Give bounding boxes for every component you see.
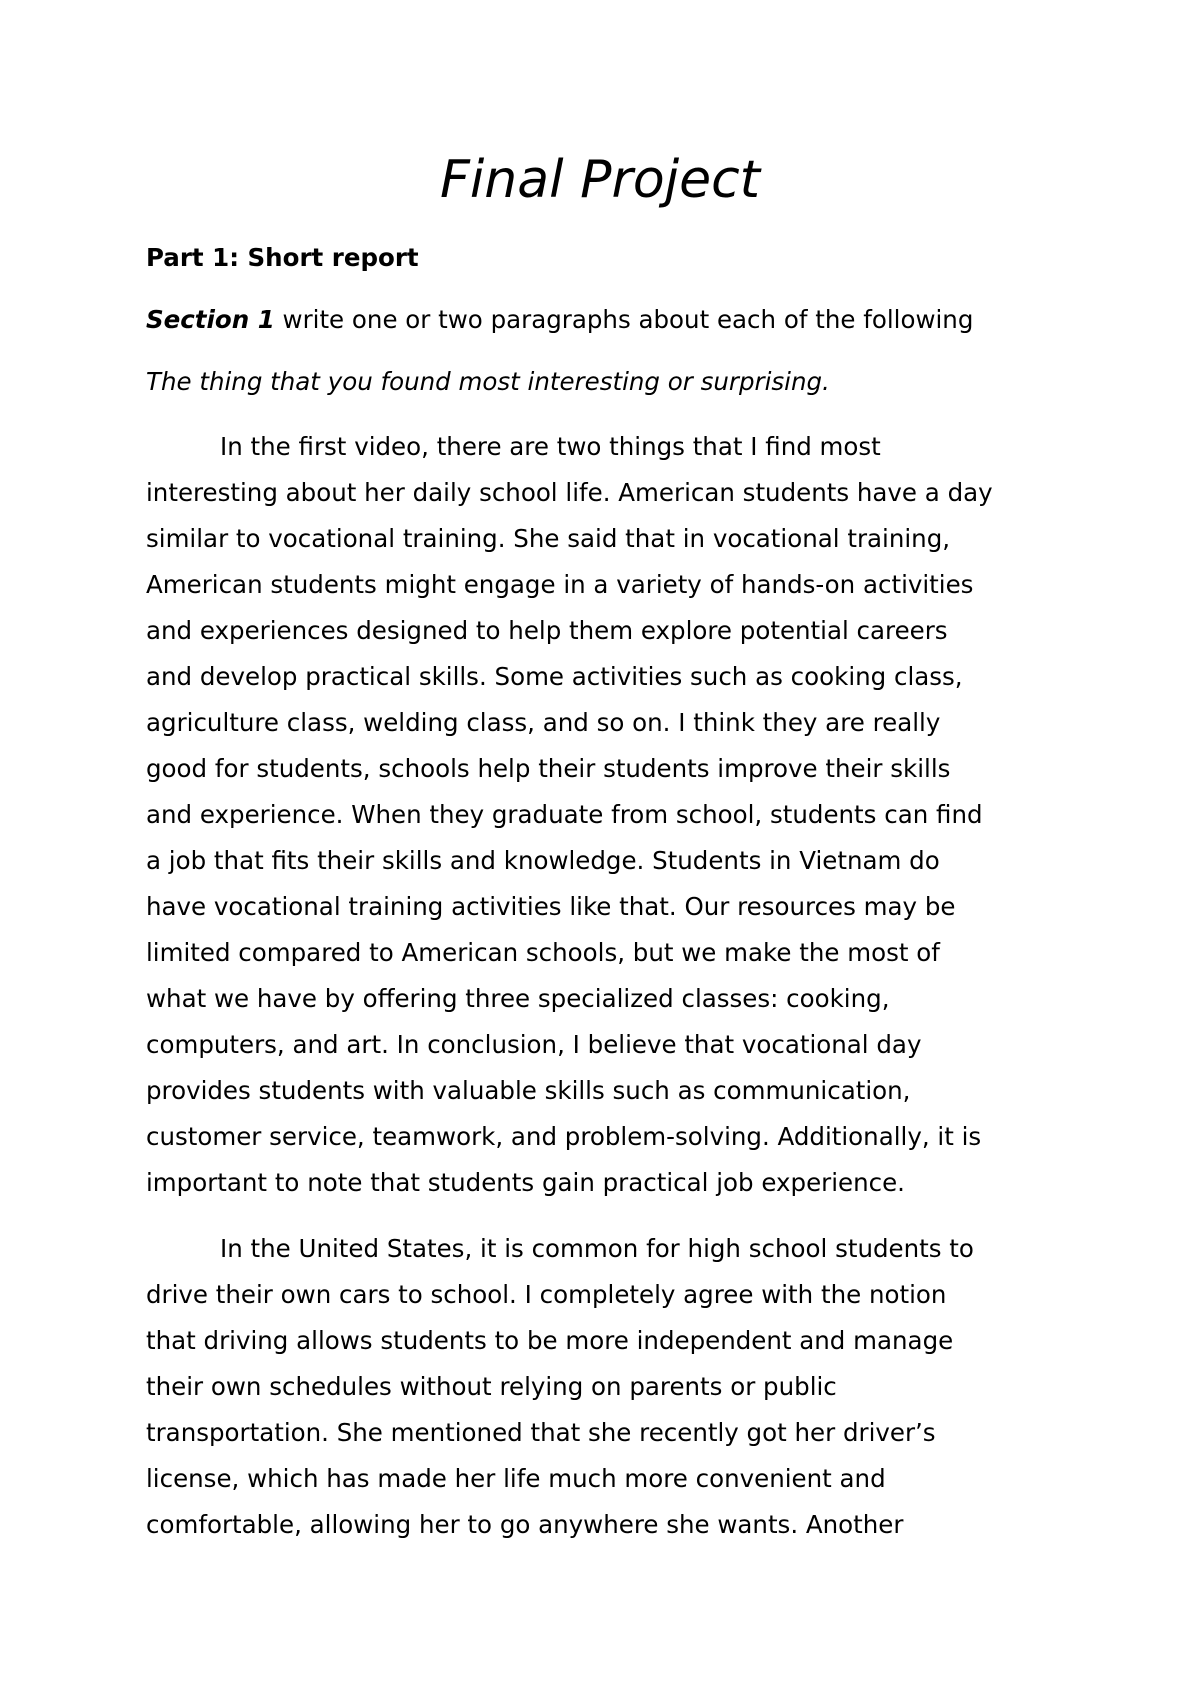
paragraph-1: [146, 424, 1086, 1206]
paragraph-2: [146, 1226, 1086, 1548]
paragraph-line: limited compared to American schools, but we make the most of: [146, 938, 940, 967]
paragraph-line: what we have by offering three specialized classes: cooking,: [146, 984, 890, 1013]
section-label: Section 1: [146, 305, 275, 334]
paragraph-line: and experience. When they graduate from school, students can find: [146, 800, 983, 829]
paragraph-line: transportation. She mentioned that she recently got her driver’s: [146, 1418, 936, 1447]
paragraph-line: a job that fits their skills and knowledge. Students in Vietnam do: [146, 846, 940, 875]
paragraph-line: license, which has made her life much more convenient and: [146, 1464, 886, 1493]
paragraph-line: agriculture class, welding class, and so on. I think they are really: [146, 708, 941, 737]
paragraph-line: and experiences designed to help them explore potential careers: [146, 616, 948, 645]
paragraph-line: customer service, teamwork, and problem-solving. Additionally, it is: [146, 1122, 982, 1151]
paragraph-line: good for students, schools help their students improve their skills: [146, 754, 951, 783]
paragraph-line: computers, and art. In conclusion, I believe that vocational day: [146, 1030, 922, 1059]
paragraph-line: comfortable, allowing her to go anywhere she wants. Another: [146, 1510, 904, 1539]
page-title: Final Project: [439, 150, 761, 210]
paragraph-line: similar to vocational training. She said that in vocational training,: [146, 524, 951, 553]
prompt-text: The thing that you found most interesting or surprising.: [146, 367, 830, 396]
section-heading: [146, 305, 1076, 335]
paragraph-line: In the first video, there are two things that I find most: [220, 432, 881, 461]
paragraph-line: provides students with valuable skills such as communication,: [146, 1076, 911, 1105]
paragraph-line: interesting about her daily school life. American students have a day: [146, 478, 993, 507]
part-heading: Part 1: Short report: [146, 243, 419, 272]
paragraph-line: drive their own cars to school. I completely agree with the notion: [146, 1280, 947, 1309]
paragraph-line: American students might engage in a variety of hands-on activities: [146, 570, 974, 599]
section-instruction: write one or two paragraphs about each of the following: [274, 305, 974, 334]
paragraph-line: In the United States, it is common for high school students to: [220, 1234, 974, 1263]
paragraph-line: important to note that students gain practical job experience.: [146, 1168, 905, 1197]
paragraph-line: have vocational training activities like that. Our resources may be: [146, 892, 956, 921]
paragraph-line: their own schedules without relying on parents or public: [146, 1372, 837, 1401]
paragraph-line: that driving allows students to be more independent and manage: [146, 1326, 954, 1355]
paragraph-line: and develop practical skills. Some activities such as cooking class,: [146, 662, 963, 691]
